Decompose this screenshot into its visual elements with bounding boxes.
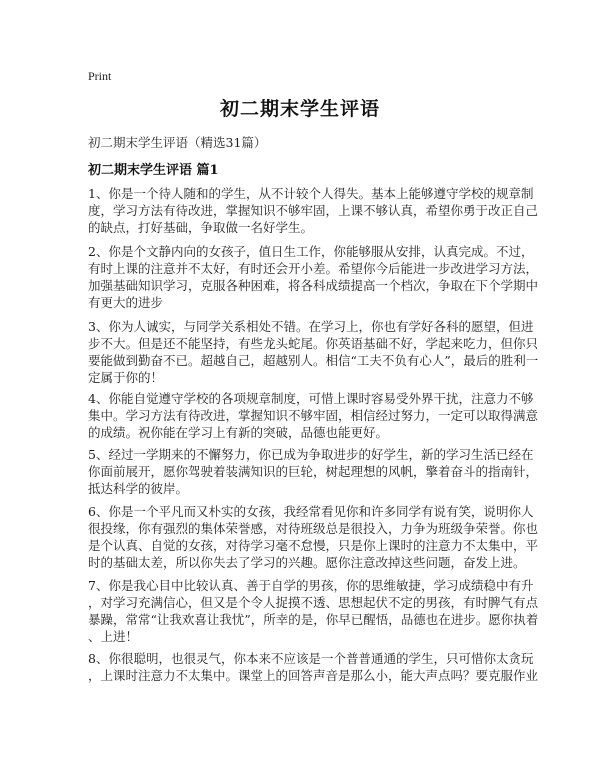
- paragraph-line: 集中。学习方法有待改进，掌握知识不够牢固，相信经过努力，一定可以取得满意: [88, 408, 539, 423]
- comment-paragraph-2: [88, 243, 539, 311]
- paragraph-line: 有更大的进步: [88, 295, 164, 310]
- paragraph-line: 暴躁，常常“让我欢喜让我忧”，所幸的是，你早已醒悟，品德也在进步。愿你执着: [88, 612, 539, 627]
- paragraph-line: ，上课时注意力不太集中。课堂上的回答声音是那么小，能大声点吗？要克服作业: [88, 668, 539, 683]
- paragraph-line: 2、你是个文静内向的女孩子，值日生工作，你能够服从安排，认真完成。不过，: [88, 244, 534, 259]
- paragraph-line: 的成绩。祝你能在学习上有新的突破，品德也能更好。: [88, 425, 389, 440]
- paragraph-line: 1、你是一个待人随和的学生，从不计较个人得失。基本上能够遵守学校的规章制: [88, 186, 534, 201]
- section-heading: 初二期末学生评语 篇1: [88, 163, 219, 178]
- paragraph-line: 抵达科学的彼岸。: [88, 481, 189, 496]
- paragraph-line: 度，学习方法有待改进，掌握知识不够牢固，上课不够认真，希望你勇于改正自己: [88, 203, 539, 218]
- paragraph-line: 很投缘，你有强烈的集体荣誉感，对待班级总是很投入，力争为班级争荣誉。你也: [88, 521, 539, 536]
- paragraph-line: 时的基础太差，所以你失去了学习的兴趣。愿你注意改掉这些问题，奋发上进。: [88, 555, 526, 570]
- comment-paragraph-6: [88, 503, 539, 571]
- comment-paragraph-5: [88, 446, 539, 497]
- print-link[interactable]: Print: [88, 69, 112, 83]
- paragraph-line: ，对学习充满信心，但又是个令人捉摸不透、思想起伏不定的男孩，有时脾气有点: [88, 595, 539, 610]
- paragraph-line: 定属于你的！: [88, 370, 164, 385]
- paragraph-line: 是个认真、自觉的女孩，对待学习毫不怠慢，只是你上课时的注意力不太集中，平: [88, 538, 539, 553]
- paragraph-line: 5、经过一学期来的不懈努力，你已成为争取进步的好学生，新的学习生活已经在: [88, 447, 534, 462]
- paragraph-line: 步不大。但是还不能坚持，有些龙头蛇尾。你英语基础不好，学起来吃力，但你只: [88, 336, 539, 351]
- paragraph-line: 你面前展开，愿你驾驶着装满知识的巨轮，树起理想的风帆，擎着奋斗的指南针，: [88, 464, 539, 479]
- paragraph-line: 4、你能自觉遵守学校的各项规章制度，可惜上课时容易受外界干扰，注意力不够: [88, 391, 534, 406]
- paragraph-line: 7、你是我心目中比较认真、善于自学的男孩，你的思维敏捷，学习成绩稳中有升: [88, 578, 534, 593]
- page-title: 初二期末学生评语: [219, 98, 380, 120]
- paragraph-line: 8、你很聪明，也很灵气，你本来不应该是一个普普通通的学生，只可惜你太贪玩: [88, 651, 534, 666]
- paragraph-line: 3、你为人诚实，与同学关系相处不错。在学习上，你也有学好各科的愿望，但进: [88, 319, 534, 334]
- comment-paragraph-1: [88, 185, 539, 236]
- paragraph-line: 要能做到勤奋不已。超越自己，超越别人。相信“工夫不负有心人”，最后的胜利一: [88, 353, 539, 368]
- paragraph-line: 6、你是一个平凡而又朴实的女孩，我经常看见你和许多同学有说有笑，说明你人: [88, 504, 534, 519]
- comment-paragraph-4: [88, 390, 539, 441]
- document-subtitle: 初二期末学生评语（精选31篇）: [88, 135, 267, 150]
- comment-paragraph-8: [88, 650, 539, 684]
- paragraph-line: 的缺点，打好基础，争取做一名好学生。: [88, 220, 314, 235]
- paragraph-line: 、上进！: [88, 629, 139, 644]
- comment-paragraph-3: [88, 318, 539, 386]
- comment-paragraph-7: [88, 577, 539, 645]
- paragraph-line: 加强基础知识学习，克服各种困难，将各科成绩提高一个档次，争取在下个学期中: [88, 278, 539, 293]
- paragraph-line: 有时上课的注意并不太好，有时还会开小差。希望你今后能进一步改进学习方法，: [88, 261, 539, 276]
